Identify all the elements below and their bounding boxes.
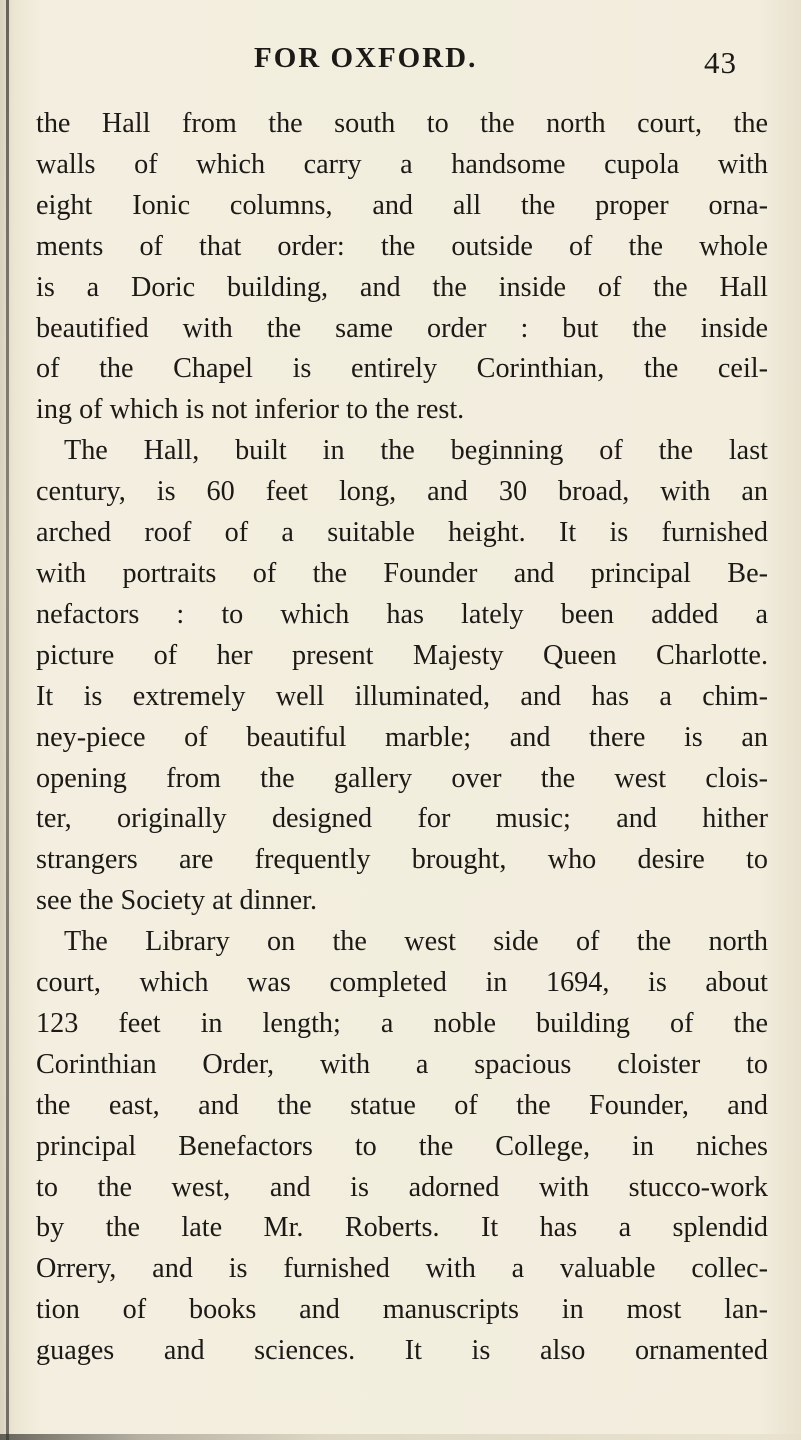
page-number: 43 <box>704 45 737 80</box>
text-line: strangers are frequently brought, who desire to <box>36 844 768 876</box>
paragraph-start-line: The Hall, built in the beginning of the last <box>64 435 768 467</box>
text-line: picture of her present Majesty Queen Charlotte. <box>36 639 768 671</box>
text-line: nefactors : to which has lately been added a <box>36 598 768 630</box>
text-line: walls of which carry a handsome cupola with <box>36 148 768 180</box>
text-line: is a Doric building, and the inside of the Hall <box>36 271 768 303</box>
text-line: court, which was completed in 1694, is about <box>36 967 768 999</box>
text-line: ments of that order: the outside of the whole <box>36 230 768 262</box>
running-head: FOR OXFORD. <box>254 42 478 74</box>
text-line: ing of which is not inferior to the rest. <box>36 394 465 426</box>
text-line: 123 feet in length; a noble building of the <box>36 1007 768 1039</box>
text-line: the Hall from the south to the north court, the <box>36 108 768 139</box>
text-line: It is extremely well illuminated, and has a chim- <box>36 680 768 712</box>
text-line: tion of books and manuscripts in most lan- <box>36 1294 768 1326</box>
text-line: ter, originally designed for music; and hither <box>36 803 768 835</box>
text-line: guages and sciences. It is also ornamented <box>36 1335 768 1367</box>
text-line: with portraits of the Founder and principal Be- <box>36 557 768 589</box>
text-line: Orrery, and is furnished with a valuable collec- <box>36 1253 768 1285</box>
paragraph-start-line: The Library on the west side of the north <box>64 926 768 958</box>
text-line: principal Benefactors to the College, in niches <box>36 1130 768 1162</box>
text-line: beautified with the same order : but the inside <box>36 312 768 344</box>
text-line: century, is 60 feet long, and 30 broad, with an <box>36 476 768 508</box>
text-line: to the west, and is adorned with stucco-work <box>36 1171 768 1203</box>
text-line: of the Chapel is entirely Corinthian, the ceil- <box>36 353 768 385</box>
text-line: opening from the gallery over the west clois- <box>36 762 768 794</box>
text-line: arched roof of a suitable height. It is furnished <box>36 517 768 549</box>
text-line: by the late Mr. Roberts. It has a splendid <box>36 1212 768 1244</box>
text-line: the east, and the statue of the Founder, and <box>36 1089 768 1121</box>
text-line: eight Ionic columns, and all the proper orna- <box>36 189 768 221</box>
page-header <box>0 30 801 90</box>
text-line: Corinthian Order, with a spacious cloister to <box>36 1048 768 1080</box>
text-line: ney-piece of beautiful marble; and there is an <box>36 721 768 753</box>
page-bottom-edge <box>0 1434 801 1440</box>
text-line: see the Society at dinner. <box>36 885 318 917</box>
body-text <box>36 104 768 1372</box>
binding-gutter <box>6 0 9 1440</box>
